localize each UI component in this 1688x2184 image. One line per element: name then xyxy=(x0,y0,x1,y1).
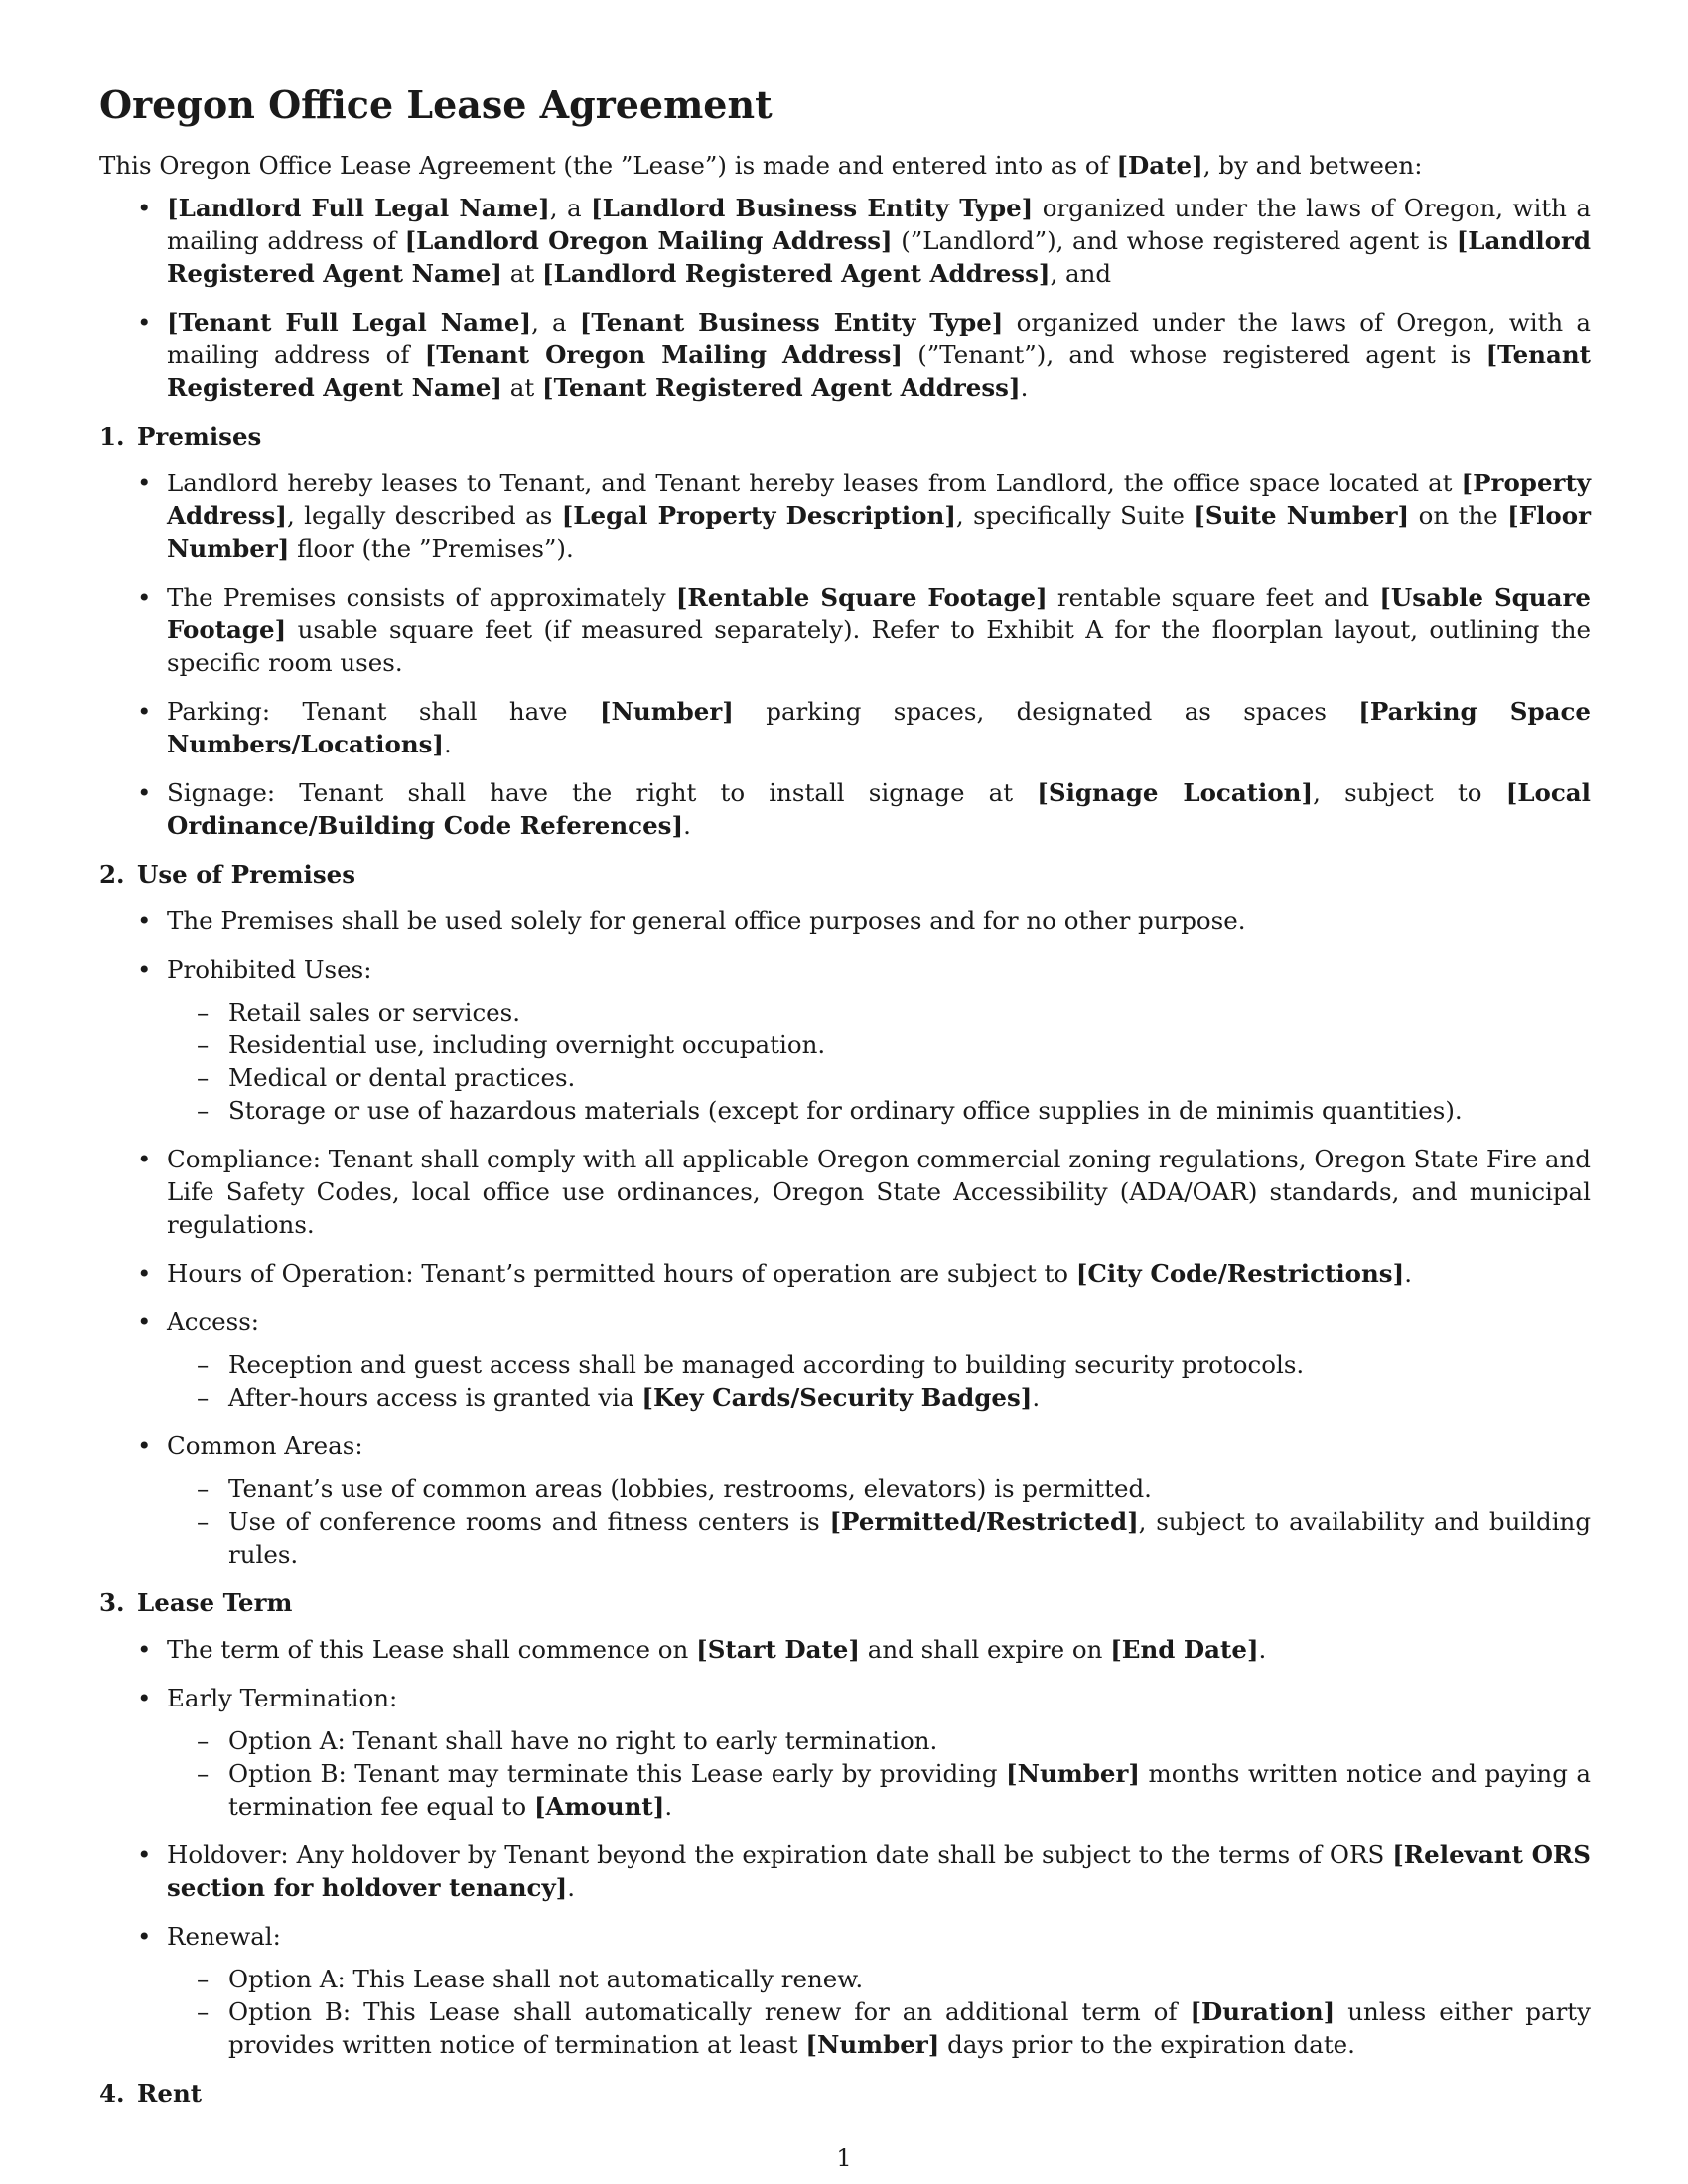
sub-list xyxy=(167,1348,1591,1414)
section-number: 4. xyxy=(99,2079,125,2108)
sub-list-item xyxy=(167,996,1591,1028)
text-run: parking spaces, designated as spaces xyxy=(733,697,1359,726)
placeholder-field: [Permitted/Restricted] xyxy=(829,1507,1139,1536)
text-run: Storage or use of hazardous materials (except for ordinary office supplies in de minimis quantities). xyxy=(228,1096,1463,1125)
text-run: on the xyxy=(1409,501,1508,530)
placeholder-field: [Landlord Registered Agent Name] xyxy=(167,226,1592,288)
sub-list-item xyxy=(167,1094,1591,1127)
placeholder-field: [Start Date] xyxy=(696,1635,860,1664)
list-item xyxy=(99,1633,1591,1666)
page-number: 1 xyxy=(836,2144,852,2172)
sections-container xyxy=(99,420,1591,2110)
section-title: Use of Premises xyxy=(137,860,356,888)
text-run: Holdover: Any holdover by Tenant beyond the expiration date shall be subject to the terms of ORS xyxy=(167,1841,1393,1869)
text-run: Landlord hereby leases to Tenant, and Tenant hereby leases from Landlord, the office space located at xyxy=(167,469,1462,497)
text-run: Option A: This Lease shall not automatically renew. xyxy=(228,1965,864,1993)
list-item xyxy=(99,1920,1591,2061)
text-run: Reception and guest access shall be managed according to building security protocols. xyxy=(228,1350,1305,1379)
text-run: rentable square feet and xyxy=(1047,583,1380,612)
list-item xyxy=(99,1257,1591,1290)
list-item xyxy=(99,467,1591,565)
text-run: . xyxy=(664,1792,673,1821)
placeholder-field: [Number] xyxy=(1006,1759,1140,1788)
section-number: 2. xyxy=(99,860,125,888)
placeholder-field: [Local Ordinance/Building Code References] xyxy=(167,778,1591,840)
section-list xyxy=(99,904,1591,1570)
placeholder-field: [Tenant Oregon Mailing Address] xyxy=(424,341,903,369)
text-run: Renewal: xyxy=(167,1922,281,1951)
party-item xyxy=(99,306,1591,404)
section-heading xyxy=(99,420,1591,453)
text-run: Prohibited Uses: xyxy=(167,955,372,984)
section-heading xyxy=(99,858,1591,890)
section-heading xyxy=(99,1586,1591,1619)
placeholder-field: [Number] xyxy=(805,2030,940,2059)
sub-list xyxy=(167,1724,1591,1823)
text-run: Signage: Tenant shall have the right to install signage at xyxy=(167,778,1038,807)
text-run: Compliance: Tenant shall comply with all applicable Oregon commercial zoning regulations, Oregon State Fire and Life Safety Codes, local office use ordinances, Oregon State Accessibility (ADA/OAR) standards, and municipal regulations. xyxy=(167,1145,1591,1239)
sub-list-item xyxy=(167,1505,1591,1570)
text-run: Retail sales or services. xyxy=(228,998,521,1026)
placeholder-field: [Number] xyxy=(599,697,734,726)
text-run: Hours of Operation: Tenant’s permitted hours of operation are subject to xyxy=(167,1259,1076,1288)
list-item xyxy=(99,953,1591,1127)
text-run: Common Areas: xyxy=(167,1432,363,1460)
page-title: Oregon Office Lease Agreement xyxy=(99,82,773,127)
text-run: at xyxy=(502,373,543,402)
placeholder-field: [Tenant Registered Agent Name] xyxy=(167,341,1591,402)
text-run: unless either party provides written notice of termination at least xyxy=(228,1997,1591,2059)
text-run: Parking: Tenant shall have xyxy=(167,697,600,726)
text-run: organized under the laws of Oregon, with a mailing address of xyxy=(167,194,1591,255)
placeholder-field: [Suite Number] xyxy=(1194,501,1410,530)
text-run: Option B: Tenant may terminate this Lease early by providing xyxy=(228,1759,1007,1788)
placeholder-field: [City Code/Restrictions] xyxy=(1075,1259,1405,1288)
text-run: days prior to the expiration date. xyxy=(939,2030,1355,2059)
intro-paragraph xyxy=(99,149,1591,182)
text-run: Residential use, including overnight occupation. xyxy=(228,1030,826,1059)
sub-list-item xyxy=(167,1381,1591,1414)
section-title: Rent xyxy=(137,2079,203,2108)
party-item xyxy=(99,192,1591,290)
text-run: . xyxy=(444,730,452,758)
placeholder-field: [Signage Location] xyxy=(1037,778,1314,807)
text-run: , legally described as xyxy=(286,501,562,530)
section-list xyxy=(99,467,1591,842)
text-run: . xyxy=(567,1873,576,1902)
text-run: Option B: This Lease shall automatically renew for an additional term of xyxy=(228,1997,1191,2026)
text-run: The term of this Lease shall commence on xyxy=(167,1635,697,1664)
text-run: (”Tenant”), and whose registered agent is xyxy=(902,341,1486,369)
sub-list xyxy=(167,1472,1591,1570)
placeholder-field: [Duration] xyxy=(1190,1997,1336,2026)
placeholder-field: [Date] xyxy=(1116,151,1203,180)
sub-list-item xyxy=(167,1757,1591,1823)
text-run: usable square feet (if measured separately). Refer to Exhibit A for the floorplan layout, outlining the specific room uses. xyxy=(167,615,1591,677)
list-item xyxy=(99,1839,1591,1904)
text-run: , subject to availability and building rules. xyxy=(228,1507,1591,1569)
list-item xyxy=(99,1305,1591,1414)
list-item xyxy=(99,776,1591,842)
text-run: , and xyxy=(1050,259,1112,288)
sub-list-item xyxy=(167,1348,1591,1381)
sub-list-item xyxy=(167,1061,1591,1094)
text-run: . xyxy=(1404,1259,1412,1288)
text-run: After-hours access is granted via xyxy=(228,1383,642,1412)
text-run: Early Termination: xyxy=(167,1684,398,1712)
text-run: and shall expire on xyxy=(859,1635,1111,1664)
text-run: Medical or dental practices. xyxy=(228,1063,576,1092)
text-run: Access: xyxy=(167,1307,260,1336)
text-run: . xyxy=(683,811,691,840)
text-run: , subject to xyxy=(1313,778,1506,807)
placeholder-field: [Parking Space Numbers/Locations] xyxy=(167,697,1591,758)
text-run: , a xyxy=(549,194,592,222)
section-number: 1. xyxy=(99,422,125,451)
text-run: floor (the ”Premises”). xyxy=(289,534,574,563)
placeholder-field: [Relevant ORS section for holdover tenancy] xyxy=(167,1841,1591,1902)
section-title: Lease Term xyxy=(137,1588,293,1617)
text-run: , a xyxy=(531,308,580,337)
list-item xyxy=(99,904,1591,937)
text-run: , by and between: xyxy=(1202,151,1423,180)
sub-list xyxy=(167,996,1591,1127)
text-run: (”Landlord”), and whose registered agent is xyxy=(892,226,1457,255)
placeholder-field: [Landlord Business Entity Type] xyxy=(591,194,1034,222)
placeholder-field: [Legal Property Description] xyxy=(561,501,956,530)
section-list xyxy=(99,1633,1591,2061)
text-run: . xyxy=(1258,1635,1267,1664)
text-run: The Premises consists of approximately xyxy=(167,583,676,612)
placeholder-field: [Landlord Oregon Mailing Address] xyxy=(404,226,893,255)
parties-list xyxy=(99,192,1591,404)
placeholder-field: [Property Address] xyxy=(167,469,1591,530)
list-item xyxy=(99,581,1591,679)
placeholder-field: [Floor Number] xyxy=(167,501,1591,563)
sub-list-item xyxy=(167,1724,1591,1757)
document-page xyxy=(99,81,1591,2123)
placeholder-field: [Landlord Full Legal Name] xyxy=(167,194,550,222)
list-item xyxy=(99,695,1591,760)
sub-list-item xyxy=(167,1963,1591,1995)
list-item xyxy=(99,1430,1591,1570)
placeholder-field: [Key Cards/Security Badges] xyxy=(641,1383,1033,1412)
text-run: organized under the laws of Oregon, with a mailing address of xyxy=(167,308,1591,369)
sub-list-item xyxy=(167,1472,1591,1505)
text-run: Tenant’s use of common areas (lobbies, restrooms, elevators) is permitted. xyxy=(228,1474,1152,1503)
list-item xyxy=(99,1143,1591,1241)
placeholder-field: [Usable Square Footage] xyxy=(167,583,1591,644)
text-run: at xyxy=(502,259,543,288)
section-title: Premises xyxy=(137,422,262,451)
placeholder-field: [Landlord Registered Agent Address] xyxy=(542,259,1051,288)
sub-list xyxy=(167,1963,1591,2061)
placeholder-field: [Amount] xyxy=(533,1792,665,1821)
sub-list-item xyxy=(167,1995,1591,2061)
placeholder-field: [End Date] xyxy=(1110,1635,1259,1664)
text-run: . xyxy=(1020,373,1029,402)
list-item xyxy=(99,1682,1591,1823)
text-run: , specifically Suite xyxy=(955,501,1195,530)
placeholder-field: [Tenant Registered Agent Address] xyxy=(542,373,1021,402)
placeholder-field: [Rentable Square Footage] xyxy=(675,583,1048,612)
section-number: 3. xyxy=(99,1588,125,1617)
text-run: . xyxy=(1032,1383,1041,1412)
placeholder-field: [Tenant Business Entity Type] xyxy=(579,308,1004,337)
text-run: months written notice and paying a termination fee equal to xyxy=(228,1759,1591,1821)
section-heading xyxy=(99,2077,1591,2110)
sub-list-item xyxy=(167,1028,1591,1061)
text-run: This Oregon Office Lease Agreement (the ”Lease”) is made and entered into as of xyxy=(99,151,1117,180)
text-run: The Premises shall be used solely for general office purposes and for no other purpose. xyxy=(167,906,1246,935)
placeholder-field: [Tenant Full Legal Name] xyxy=(167,308,532,337)
text-run: Option A: Tenant shall have no right to early termination. xyxy=(228,1726,938,1755)
text-run: Use of conference rooms and fitness centers is xyxy=(228,1507,830,1536)
